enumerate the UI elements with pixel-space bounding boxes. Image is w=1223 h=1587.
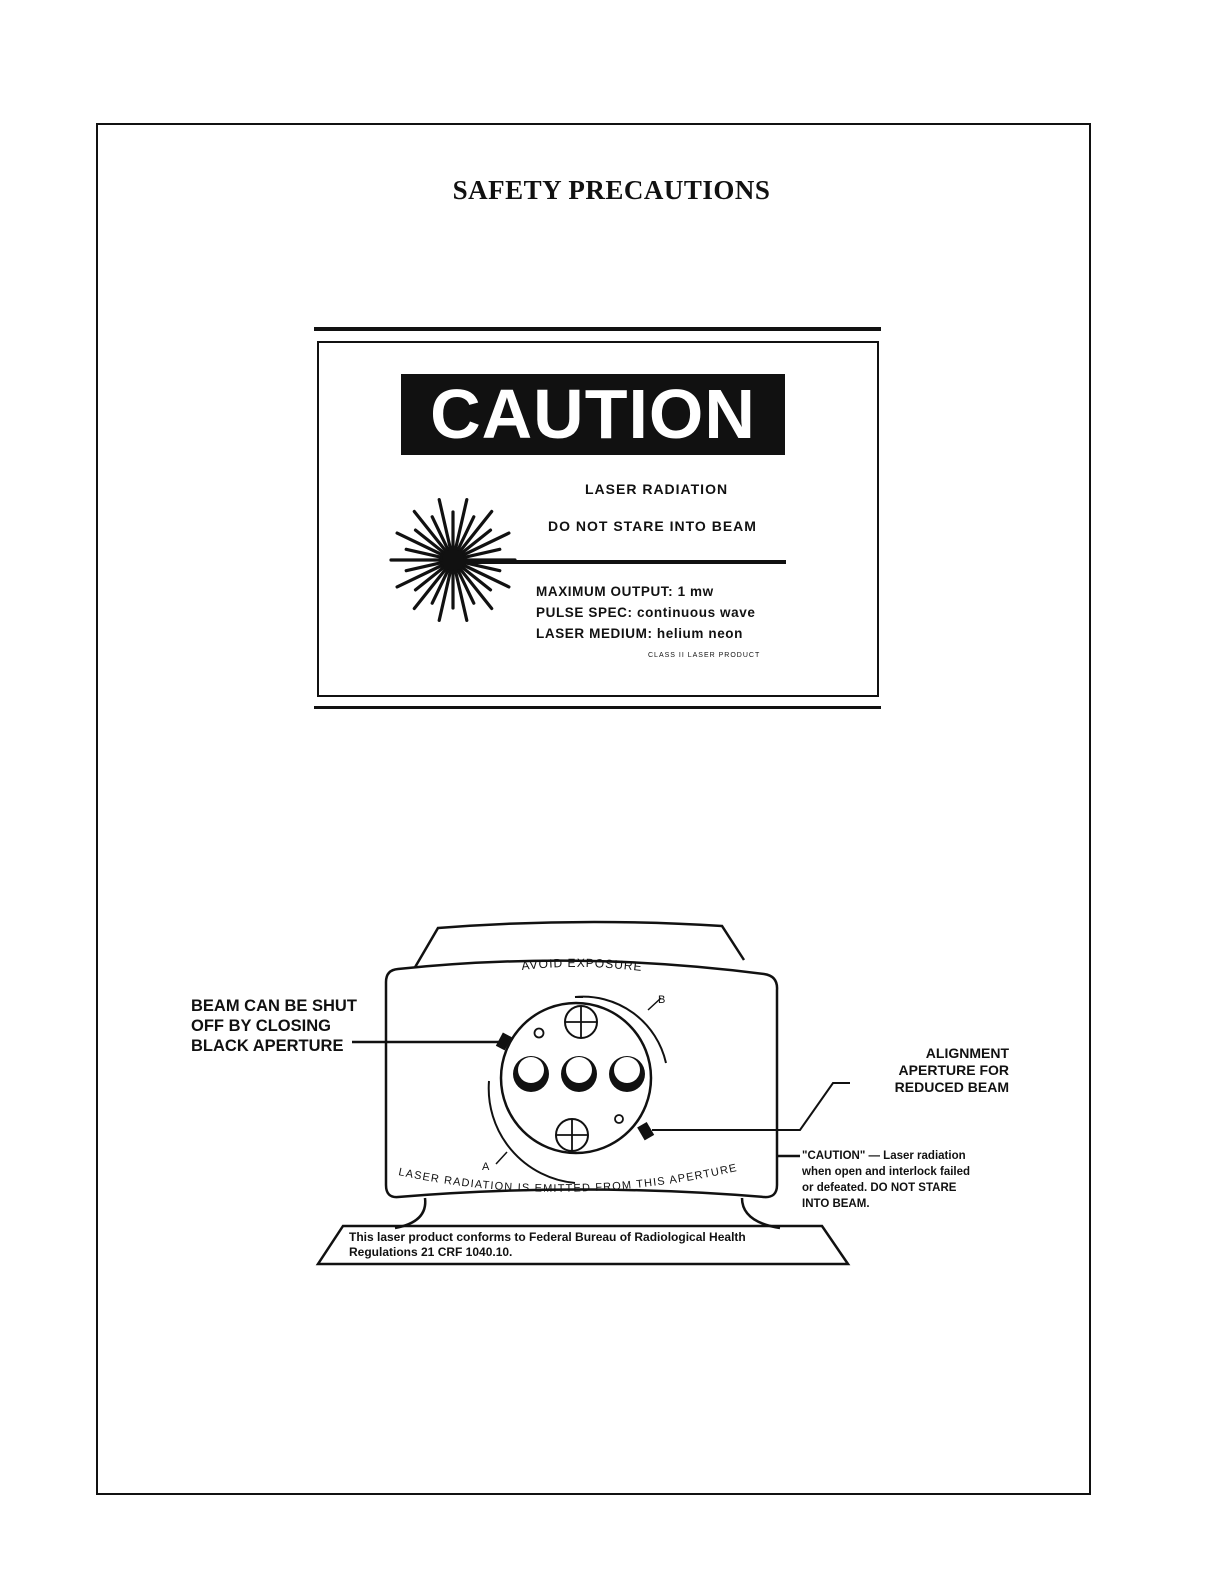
left-callout-line: OFF BY CLOSING [191,1017,331,1036]
right-callout-caution [802,1149,970,1212]
marker-b: B [658,994,666,1006]
right-callout-line: "CAUTION" — Laser radiation [802,1150,966,1162]
label-line-radiation: LASER RADIATION [585,481,729,497]
housing-neck [395,1198,425,1228]
base-compliance-line2: Regulations 21 CRF 1040.10. [349,1245,513,1259]
right-callout-line: APERTURE FOR [898,1062,1009,1079]
label-spec-medium: LASER MEDIUM: helium neon [536,626,743,641]
left-callout-line: BEAM CAN BE SHUT [191,997,357,1015]
right-callout-line: when open and interlock failed [802,1165,971,1178]
crosshair-aperture-top [565,1006,597,1038]
output-aperture-center [561,1056,597,1092]
crosshair-aperture-bottom [556,1119,588,1151]
right-callout-line: or defeated. DO NOT STARE [802,1181,957,1194]
caution-banner: CAUTION [401,374,785,455]
label-line-do-not-stare: DO NOT STARE INTO BEAM [548,518,757,534]
label-spec-output: MAXIMUM OUTPUT: 1 mw [536,584,714,599]
emitted-from-aperture-text: LASER RADIATION IS EMITTED FROM THIS APERTURE [397,1161,739,1195]
right-callout-alignment [848,1045,1009,1096]
housing-neck-right [742,1198,780,1228]
right-callout-line: ALIGNMENT [925,1045,1009,1061]
left-callout [191,996,357,1056]
right-callout-line: INTO BEAM. [802,1197,870,1210]
left-callout-line: BLACK APERTURE [191,1037,344,1056]
avoid-exposure-text: AVOID EXPOSURE [520,955,644,975]
base-compliance-line1: This laser product conforms to Federal Bureau of Radiological Health [349,1230,746,1244]
output-aperture-left [513,1056,549,1092]
output-aperture-right [609,1056,645,1092]
marker-a: A [482,1161,490,1173]
page-title: SAFETY PRECAUTIONS [452,175,771,205]
label-spec-pulse: PULSE SPEC: continuous wave [536,605,756,620]
right-callout-line: REDUCED BEAM [894,1079,1009,1096]
label-class-line: CLASS II LASER PRODUCT [648,652,761,659]
